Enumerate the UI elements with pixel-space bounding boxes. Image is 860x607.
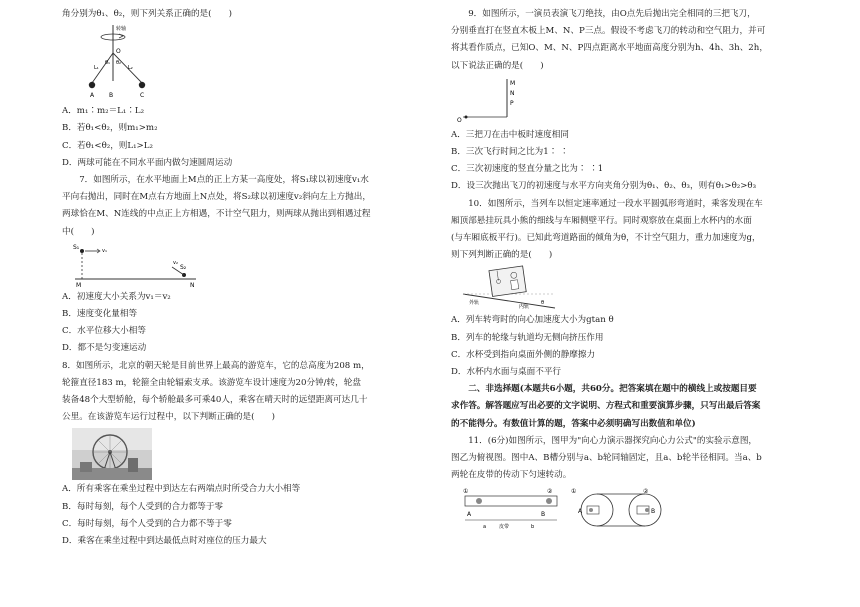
svg-text:θ₁: θ₁ bbox=[105, 60, 111, 67]
right-column bbox=[451, 6, 807, 531]
svg-text:L₁: L₁ bbox=[94, 65, 99, 72]
svg-text:S₁: S₁ bbox=[73, 243, 80, 251]
svg-text:B: B bbox=[109, 92, 114, 100]
q7-option-c: C．水平位移大小相等 bbox=[62, 326, 146, 337]
q8-option-d: D．乘客在乘坐过程中到达最低点时对座位的压力最大 bbox=[62, 536, 267, 547]
svg-text:P: P bbox=[510, 99, 514, 107]
svg-text:A: A bbox=[578, 508, 583, 516]
section-2-heading: 二、非选择题(本题共6小题，共60分。把答案填在题中的横线上或按题目要 bbox=[468, 384, 757, 395]
q9-line: 以下说法正确的是( ) bbox=[451, 60, 544, 71]
q10-option-b: B．列车的轮缘与轨道均无侧向挤压作用 bbox=[451, 332, 604, 343]
q7-line: 两球恰在M、N连线的中点正上方相遇，不计空气阻力，则两球从抛出到相遇过程 bbox=[62, 209, 371, 220]
q8-option-c: C．每时每刻，每个人受到的合力都不等于零 bbox=[62, 518, 232, 529]
svg-text:B: B bbox=[651, 508, 656, 516]
q9-option-b: B．三次飞行时间之比为1∶ ∶ bbox=[451, 147, 569, 158]
q8-line: 装备48个大型轿舱，每个轿舱最多可乘40人，乘客在晴天时的远望距离可达几十 bbox=[62, 395, 368, 406]
svg-text:θ₂: θ₂ bbox=[116, 60, 122, 67]
q11-line: 图乙为俯视图。图中A、B槽分别与a、b轮同轴固定，且a、b轮半径相同。当a、b bbox=[451, 453, 762, 464]
q9-option-a: A．三把刀在击中板时速度相同 bbox=[451, 129, 569, 140]
section-2-heading: 的不能得分。有数值计算的题，答案中必须明确写出数值和单位) bbox=[451, 418, 696, 429]
svg-text:L₂: L₂ bbox=[128, 65, 133, 72]
q9-line: 分别垂直打在竖直木板上M、N、P三点。假设不考虑飞刀的转动和空气阻力，并可 bbox=[451, 26, 766, 37]
q6-option-d: D．两球可能在不同水平面内做匀速圆周运动 bbox=[62, 157, 233, 168]
figure-ferris-wheel-photo bbox=[62, 426, 412, 481]
q7-option-b: B．速度变化量相等 bbox=[62, 309, 138, 320]
q8-line: 轮箍直径183 m，轮箍全由轮辐索支承。该游览车设计速度为20分钟/转，轮盘 bbox=[62, 377, 361, 388]
svg-text:v₁: v₁ bbox=[102, 247, 107, 254]
svg-text:②: ② bbox=[643, 488, 649, 496]
section-2-heading: 求作答。解答题应写出必要的文字说明、方程式和重要演算步骤，只写出最后答案 bbox=[451, 401, 761, 412]
q10-line: (与车厢底板平行)。已知此弯道路面的倾角为θ，不计空气阻力，重力加速度为g， bbox=[451, 233, 761, 244]
q7-line: 中( ) bbox=[62, 226, 95, 237]
svg-text:N: N bbox=[510, 89, 515, 97]
figure-pendulum bbox=[62, 23, 412, 103]
q7-option-a: A．初速度大小关系为v₁＝v₂ bbox=[62, 291, 171, 302]
q10-option-c: C．水杯受到指向桌面外侧的静摩擦力 bbox=[451, 349, 596, 360]
q10-line: 10．如图所示，当列车以恒定速率通过一段水平圆弧形弯道时，乘客发现在车 bbox=[468, 198, 763, 209]
q9-line: 将其看作质点，已知O、M、N、P四点距离水平地面高度分别为h、4h、3h、2h， bbox=[451, 43, 768, 54]
svg-text:外轨: 外轨 bbox=[469, 300, 480, 307]
svg-text:N: N bbox=[190, 281, 195, 289]
q9-option-d: D．设三次抛出飞刀的初速度与水平方向夹角分别为θ₁、θ₂、θ₃，则有θ₁>θ₂>θ₃ bbox=[451, 181, 757, 192]
svg-text:O: O bbox=[457, 116, 462, 124]
svg-text:①: ① bbox=[571, 488, 577, 496]
q9-line: 9．如图所示，一演员表演飞刀绝技，由O点先后抛出完全相同的三把飞刀， bbox=[468, 9, 756, 19]
q7-line: 7．如图所示，在水平地面上M点的正上方某一高度处，将S₁球以初速度v₁水 bbox=[79, 175, 369, 186]
q6-stem-tail: 角分别为θ₁、θ₂，则下列关系正确的是( ) bbox=[62, 9, 233, 19]
figure-train-curve bbox=[451, 264, 807, 312]
q11-line: 11．(6分)如图所示，图甲为"向心力演示器探究向心力公式"的实验示意图， bbox=[468, 435, 758, 446]
svg-text:θ: θ bbox=[541, 300, 545, 307]
q11-line: 两轮在皮带的传动下匀速转动。 bbox=[451, 470, 572, 481]
figure-projectiles bbox=[62, 241, 412, 289]
q10-line: 则下列判断正确的是( ) bbox=[451, 250, 553, 261]
svg-text:S₂: S₂ bbox=[180, 263, 187, 271]
svg-text:C: C bbox=[140, 92, 145, 100]
svg-text:内轨: 内轨 bbox=[519, 304, 530, 311]
q6-option-a: A．m₁∶m₂＝L₁∶L₂ bbox=[62, 106, 145, 117]
q7-option-d: D．都不是匀变速运动 bbox=[62, 343, 147, 354]
svg-text:①: ① bbox=[463, 488, 469, 496]
svg-text:v₂: v₂ bbox=[173, 259, 178, 266]
figure-centripetal-apparatus bbox=[451, 484, 807, 531]
figure-flying-knives bbox=[451, 75, 807, 127]
q8-line: 8．如图所示，北京的朝天轮是目前世界上最高的游览车，它的总高度为208 m， bbox=[62, 360, 370, 371]
left-column bbox=[62, 6, 412, 550]
q6-option-c: C．若θ₁<θ₂，则L₁>L₂ bbox=[62, 140, 153, 151]
svg-text:B: B bbox=[541, 511, 546, 519]
q8-option-b: B．每时每刻，每个人受到的合力都等于零 bbox=[62, 501, 224, 512]
svg-text:转轴: 转轴 bbox=[116, 26, 127, 33]
q9-option-c: C．三次初速度的竖直分量之比为∶ ∶1 bbox=[451, 164, 604, 175]
svg-text:O: O bbox=[116, 48, 121, 56]
q10-option-a: A．列车转弯时的向心加速度大小为gtan θ bbox=[451, 315, 614, 326]
q7-line: 平向右抛出，同时在M点右方地面上N点处，将S₂球以初速度v₂斜向左上方抛出， bbox=[62, 192, 371, 203]
q8-line: 公里。在该游览车运行过程中，以下判断正确的是( ) bbox=[62, 412, 275, 423]
svg-text:b: b bbox=[531, 524, 535, 531]
svg-text:M: M bbox=[510, 79, 516, 87]
svg-text:a: a bbox=[483, 524, 487, 531]
q10-line: 厢顶部悬挂玩具小熊的细线与车厢侧壁平行。同时观察放在桌面上水杯内的水面 bbox=[451, 215, 752, 226]
q6-option-b: B．若θ₁<θ₂，则m₁>m₂ bbox=[62, 123, 158, 134]
svg-text:皮带: 皮带 bbox=[499, 524, 510, 531]
q10-option-d: D．水杯内水面与桌面不平行 bbox=[451, 367, 562, 378]
svg-text:A: A bbox=[90, 92, 95, 100]
svg-text:A: A bbox=[467, 511, 472, 519]
q8-option-a: A．所有乘客在乘坐过程中到达左右两端点时所受合力大小相等 bbox=[62, 484, 301, 495]
svg-text:②: ② bbox=[547, 488, 553, 496]
svg-text:M: M bbox=[76, 281, 82, 289]
